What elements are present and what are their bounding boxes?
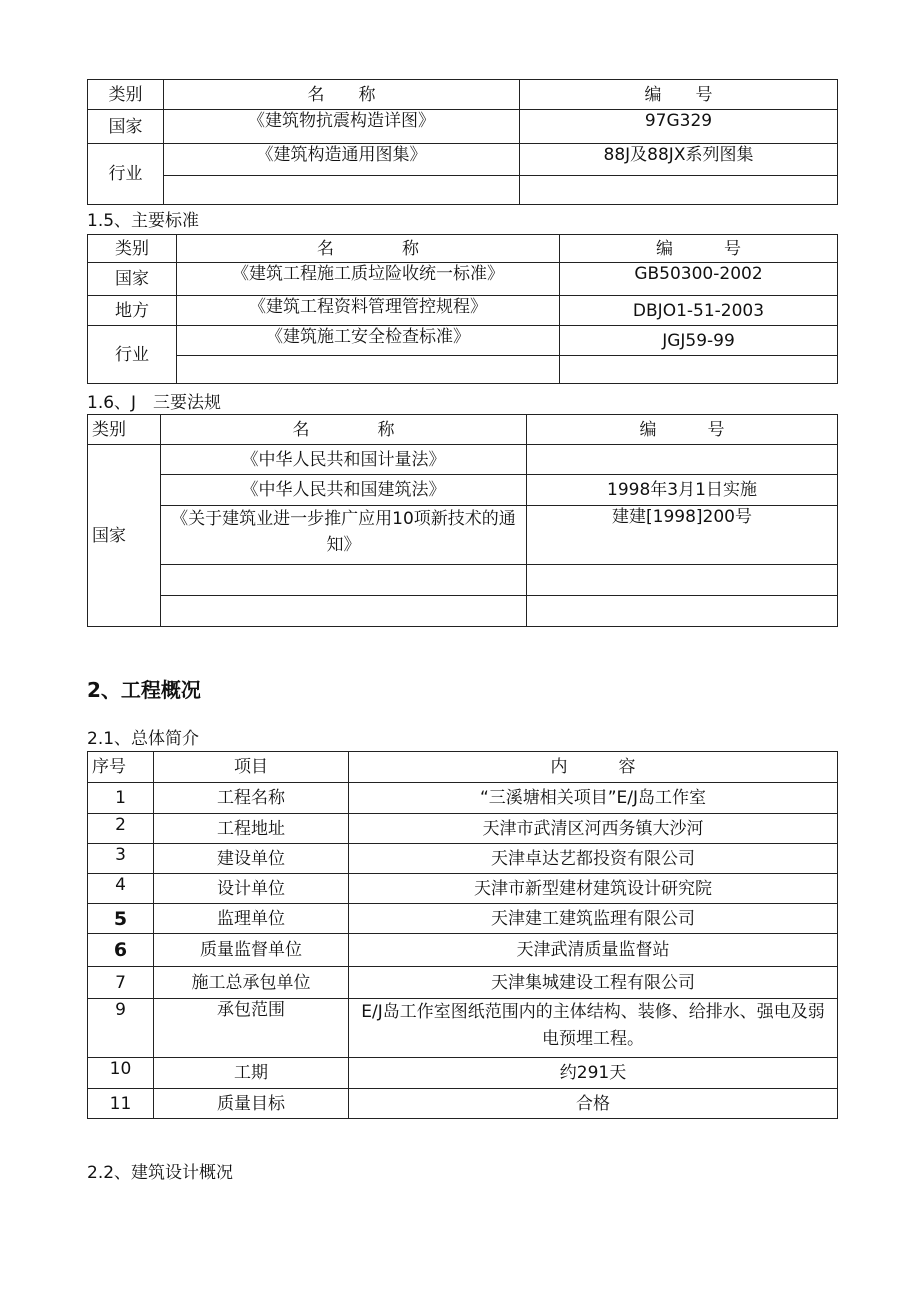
row-item: 工程地址	[154, 814, 349, 844]
row-category: 国家	[88, 110, 164, 144]
table-row	[88, 844, 838, 874]
table-row	[88, 475, 838, 506]
section-2-heading: 2、工程概况	[87, 678, 201, 702]
empty-cell	[177, 356, 560, 384]
header-item: 项目	[154, 752, 349, 783]
row-category: 国家	[88, 445, 161, 627]
header-name: 名 称	[164, 80, 520, 110]
header-content: 内 容	[349, 752, 838, 783]
header-name: 名 称	[177, 235, 560, 263]
laws-table	[87, 414, 838, 627]
row-no: 5	[88, 904, 154, 934]
table-row	[88, 1089, 838, 1119]
table-row	[88, 904, 838, 934]
empty-cell	[560, 356, 838, 384]
empty-cell	[520, 176, 838, 205]
header-code: 编 号	[527, 415, 838, 445]
empty-row	[88, 356, 838, 384]
row-name: 《中华人民共和国计量法》	[161, 445, 527, 475]
empty-cell	[527, 596, 838, 627]
row-content: 天津市新型建材建筑设计研究院	[349, 874, 838, 904]
header-code: 编 号	[560, 235, 838, 263]
header-name: 名 称	[161, 415, 527, 445]
empty-cell	[161, 565, 527, 596]
header-code: 编 号	[520, 80, 838, 110]
section-1-5-heading: 1.5、主要标准	[87, 211, 200, 231]
row-name: 《中华人民共和国建筑法》	[161, 475, 527, 506]
table-header-row	[88, 80, 838, 110]
row-code: 88J及88JX系列图集	[520, 144, 838, 176]
header-category: 类别	[88, 80, 164, 110]
row-name: 《建筑施工安全检查标准》	[177, 326, 560, 356]
row-name: 《建筑工程资料管理管控规程》	[177, 296, 560, 326]
section-2-2-heading: 2.2、建筑设计概况	[87, 1163, 234, 1183]
header-no: 序号	[88, 752, 154, 783]
row-content: 合格	[349, 1089, 838, 1119]
table-row	[88, 144, 838, 176]
row-category: 行业	[88, 144, 164, 205]
empty-row	[88, 565, 838, 596]
row-code	[527, 445, 838, 475]
table-row	[88, 874, 838, 904]
row-name: 《建筑物抗震构造详图》	[164, 110, 520, 144]
row-content: 约291天	[349, 1058, 838, 1089]
empty-row	[88, 176, 838, 205]
section-2-1-heading: 2.1、总体简介	[87, 729, 200, 749]
row-category: 国家	[88, 263, 177, 296]
row-no: 4	[88, 874, 154, 904]
section-1-6-heading: 1.6、J 三要法规	[87, 393, 222, 413]
row-code: DBJO1-51-2003	[560, 296, 838, 326]
row-content: 天津卓达艺都投资有限公司	[349, 844, 838, 874]
row-no: 11	[88, 1089, 154, 1119]
header-category: 类别	[88, 235, 177, 263]
table-row	[88, 814, 838, 844]
main-standards-table	[87, 234, 838, 384]
table-row	[88, 506, 838, 565]
table-row	[88, 263, 838, 296]
row-name: 《建筑构造通用图集》	[164, 144, 520, 176]
row-no: 10	[88, 1058, 154, 1089]
project-overview-table	[87, 751, 838, 1119]
row-content: 天津建工建筑监理有限公司	[349, 904, 838, 934]
header-category: 类别	[88, 415, 161, 445]
table-row	[88, 1058, 838, 1089]
table-row	[88, 999, 838, 1058]
row-no: 9	[88, 999, 154, 1058]
row-no: 3	[88, 844, 154, 874]
table-header-row	[88, 235, 838, 263]
row-content: “三溪塘相关项目”E/J岛工作室	[349, 783, 838, 814]
row-item: 工期	[154, 1058, 349, 1089]
row-no: 2	[88, 814, 154, 844]
table-header-row	[88, 752, 838, 783]
table-header-row	[88, 415, 838, 445]
row-name: 《关于建筑业进一步推广应用10项新技术的通知》	[161, 506, 527, 565]
row-item: 设计单位	[154, 874, 349, 904]
table-row	[88, 934, 838, 967]
row-content: 天津市武清区河西务镇大沙河	[349, 814, 838, 844]
row-item: 建设单位	[154, 844, 349, 874]
empty-row	[88, 596, 838, 627]
row-item: 质量监督单位	[154, 934, 349, 967]
empty-cell	[527, 565, 838, 596]
row-item: 施工总承包单位	[154, 967, 349, 999]
row-item: 承包范围	[154, 999, 349, 1058]
row-content: 天津武清质量监督站	[349, 934, 838, 967]
empty-cell	[161, 596, 527, 627]
row-name: 《建筑工程施工质垃险收统一标准》	[177, 263, 560, 296]
row-code: 1998年3月1日实施	[527, 475, 838, 506]
table-row	[88, 445, 838, 475]
row-item: 监理单位	[154, 904, 349, 934]
empty-cell	[164, 176, 520, 205]
table-row	[88, 296, 838, 326]
row-content: E/J岛工作室图纸范围内的主体结构、装修、给排水、强电及弱电预埋工程。	[349, 999, 838, 1058]
row-no: 1	[88, 783, 154, 814]
table-row	[88, 110, 838, 144]
reference-atlas-table	[87, 79, 838, 205]
row-code: 建建[1998]200号	[527, 506, 838, 565]
row-no: 6	[88, 934, 154, 967]
table-row	[88, 967, 838, 999]
table-row	[88, 783, 838, 814]
row-category: 行业	[88, 326, 177, 384]
row-item: 质量目标	[154, 1089, 349, 1119]
row-code: GB50300-2002	[560, 263, 838, 296]
row-code: 97G329	[520, 110, 838, 144]
row-content: 天津集城建设工程有限公司	[349, 967, 838, 999]
row-item: 工程名称	[154, 783, 349, 814]
row-category: 地方	[88, 296, 177, 326]
row-code: JGJ59-99	[560, 326, 838, 356]
row-no: 7	[88, 967, 154, 999]
table-row	[88, 326, 838, 356]
